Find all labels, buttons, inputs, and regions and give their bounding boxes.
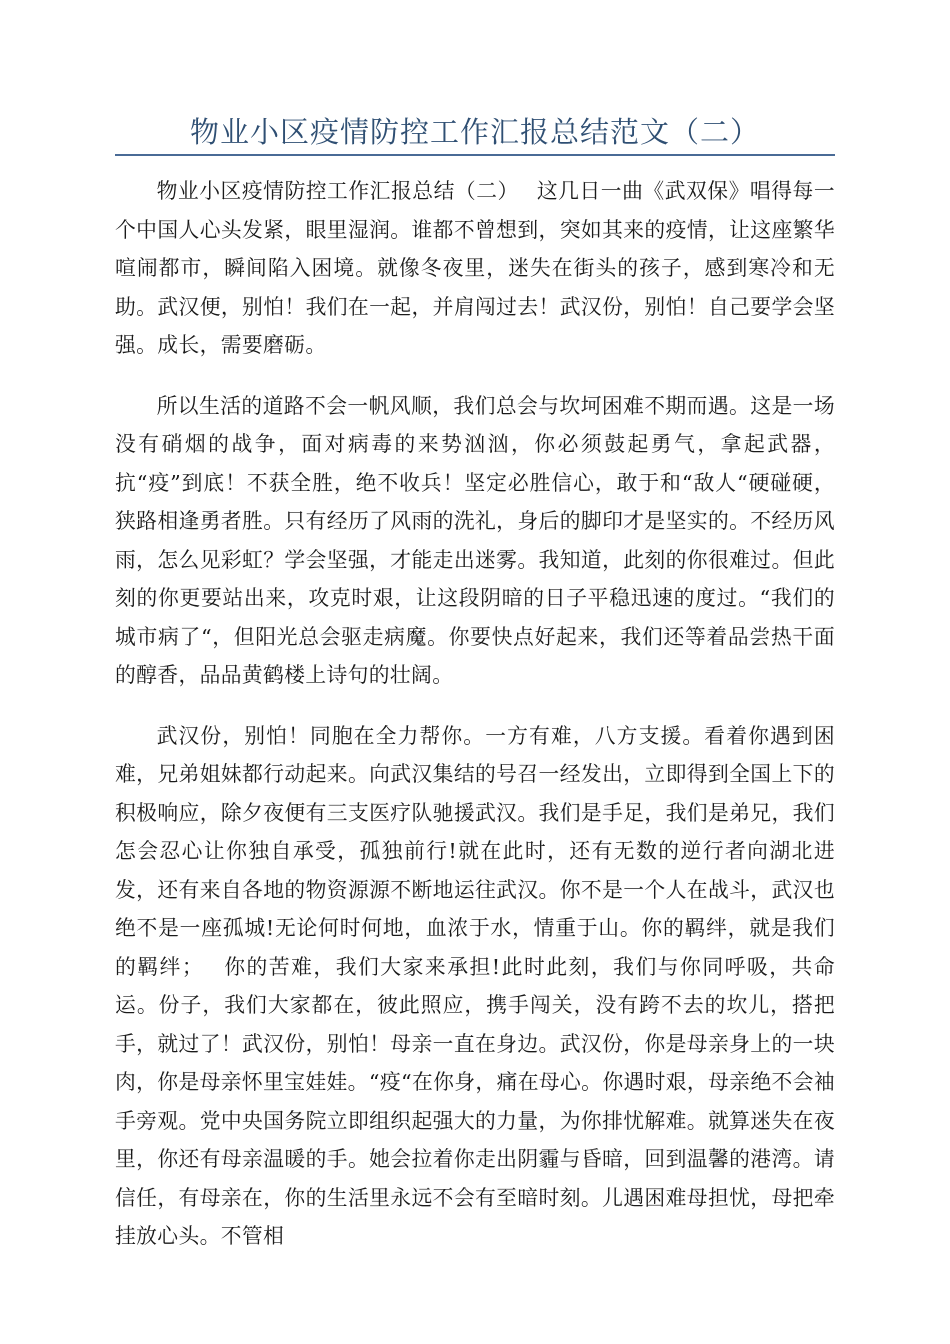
title-underline bbox=[115, 154, 835, 156]
paragraph-2: 所以生活的道路不会一帆风顺，我们总会与坎坷困难不期而遇。这是一场没有硝烟的战争，面对病毒的来势汹汹，你必须鼓起勇气，拿起武器，抗“疫”到底！不获全胜，绝不收兵！坚定必胜信心，敢于和“敌人“硬碰硬，狭路相逢勇者胜。只有经历了风雨的洗礼，身后的脚印才是坚实的。不经历风雨，怎么见彩虹？学会坚强，才能走出迷雾。我知道，此刻的你很难过。但此刻的你更要站出来，攻克时艰，让这段阴暗的日子平稳迅速的度过。“我们的城市病了“，但阳光总会驱走病魔。你要快点好起来，我们还等着品尝热干面的醇香，品品黄鹤楼上诗句的壮阔。 bbox=[115, 393, 835, 687]
document-body bbox=[115, 172, 835, 1278]
document-title: 物业小区疫情防控工作汇报总结范文（二） bbox=[189, 115, 760, 149]
paragraph-1: 物业小区疫情防控工作汇报总结（二） 这几日一曲《武双保》唱得每一个中国人心头发紧，眼里湿润。谁都不曾想到，突如其来的疫情，让这座繁华喧闹都市，瞬间陷入困境。就像冬夜里，迷失在街头的孩子，感到寒冷和无助。武汉便，别怕！我们在一起，并肩闯过去！武汉份，别怕！自己要学会坚强。成长，需要磨砺。 bbox=[115, 179, 835, 357]
paragraph-3: 武汉份，别怕！同胞在全力帮你。一方有难，八方支援。看着你遇到困难，兄弟姐妹都行动起来。向武汉集结的号召一经发出，立即得到全国上下的积极响应，除夕夜便有三支医疗队驰援武汉。我们是手足，我们是弟兄，我们怎会忍心让你独自承受，孤独前行!就在此时，还有无数的逆行者向湖北进发，还有来自各地的物资源源不断地运往武汉。你不是一个人在战斗，武汉也绝不是一座孤城!无论何时何地，血浓于水，情重于山。你的羁绊，就是我们的羁绊； 你的苦难，我们大家来承担!此时此刻，我们与你同呼吸，共命运。份子，我们大家都在，彼此照应，携手闯关，没有跨不去的坎儿，搭把手，就过了！武汉份，别怕！母亲一直在身边。武汉份，你是母亲身上的一块肉，你是母亲怀里宝娃娃。“疫“在你身，痛在母心。你遇时艰，母亲绝不会袖手旁观。党中央国务院立即组织起强大的力量，为你排忧解难。就算迷失在夜里，你还有母亲温暖的手。她会拉着你走出阴霾与昏暗，回到温馨的港湾。请信任，有母亲在，你的生活里永远不会有至暗时刻。儿遇困难母担忧，母把牵挂放心头。不管相 bbox=[115, 723, 835, 1248]
